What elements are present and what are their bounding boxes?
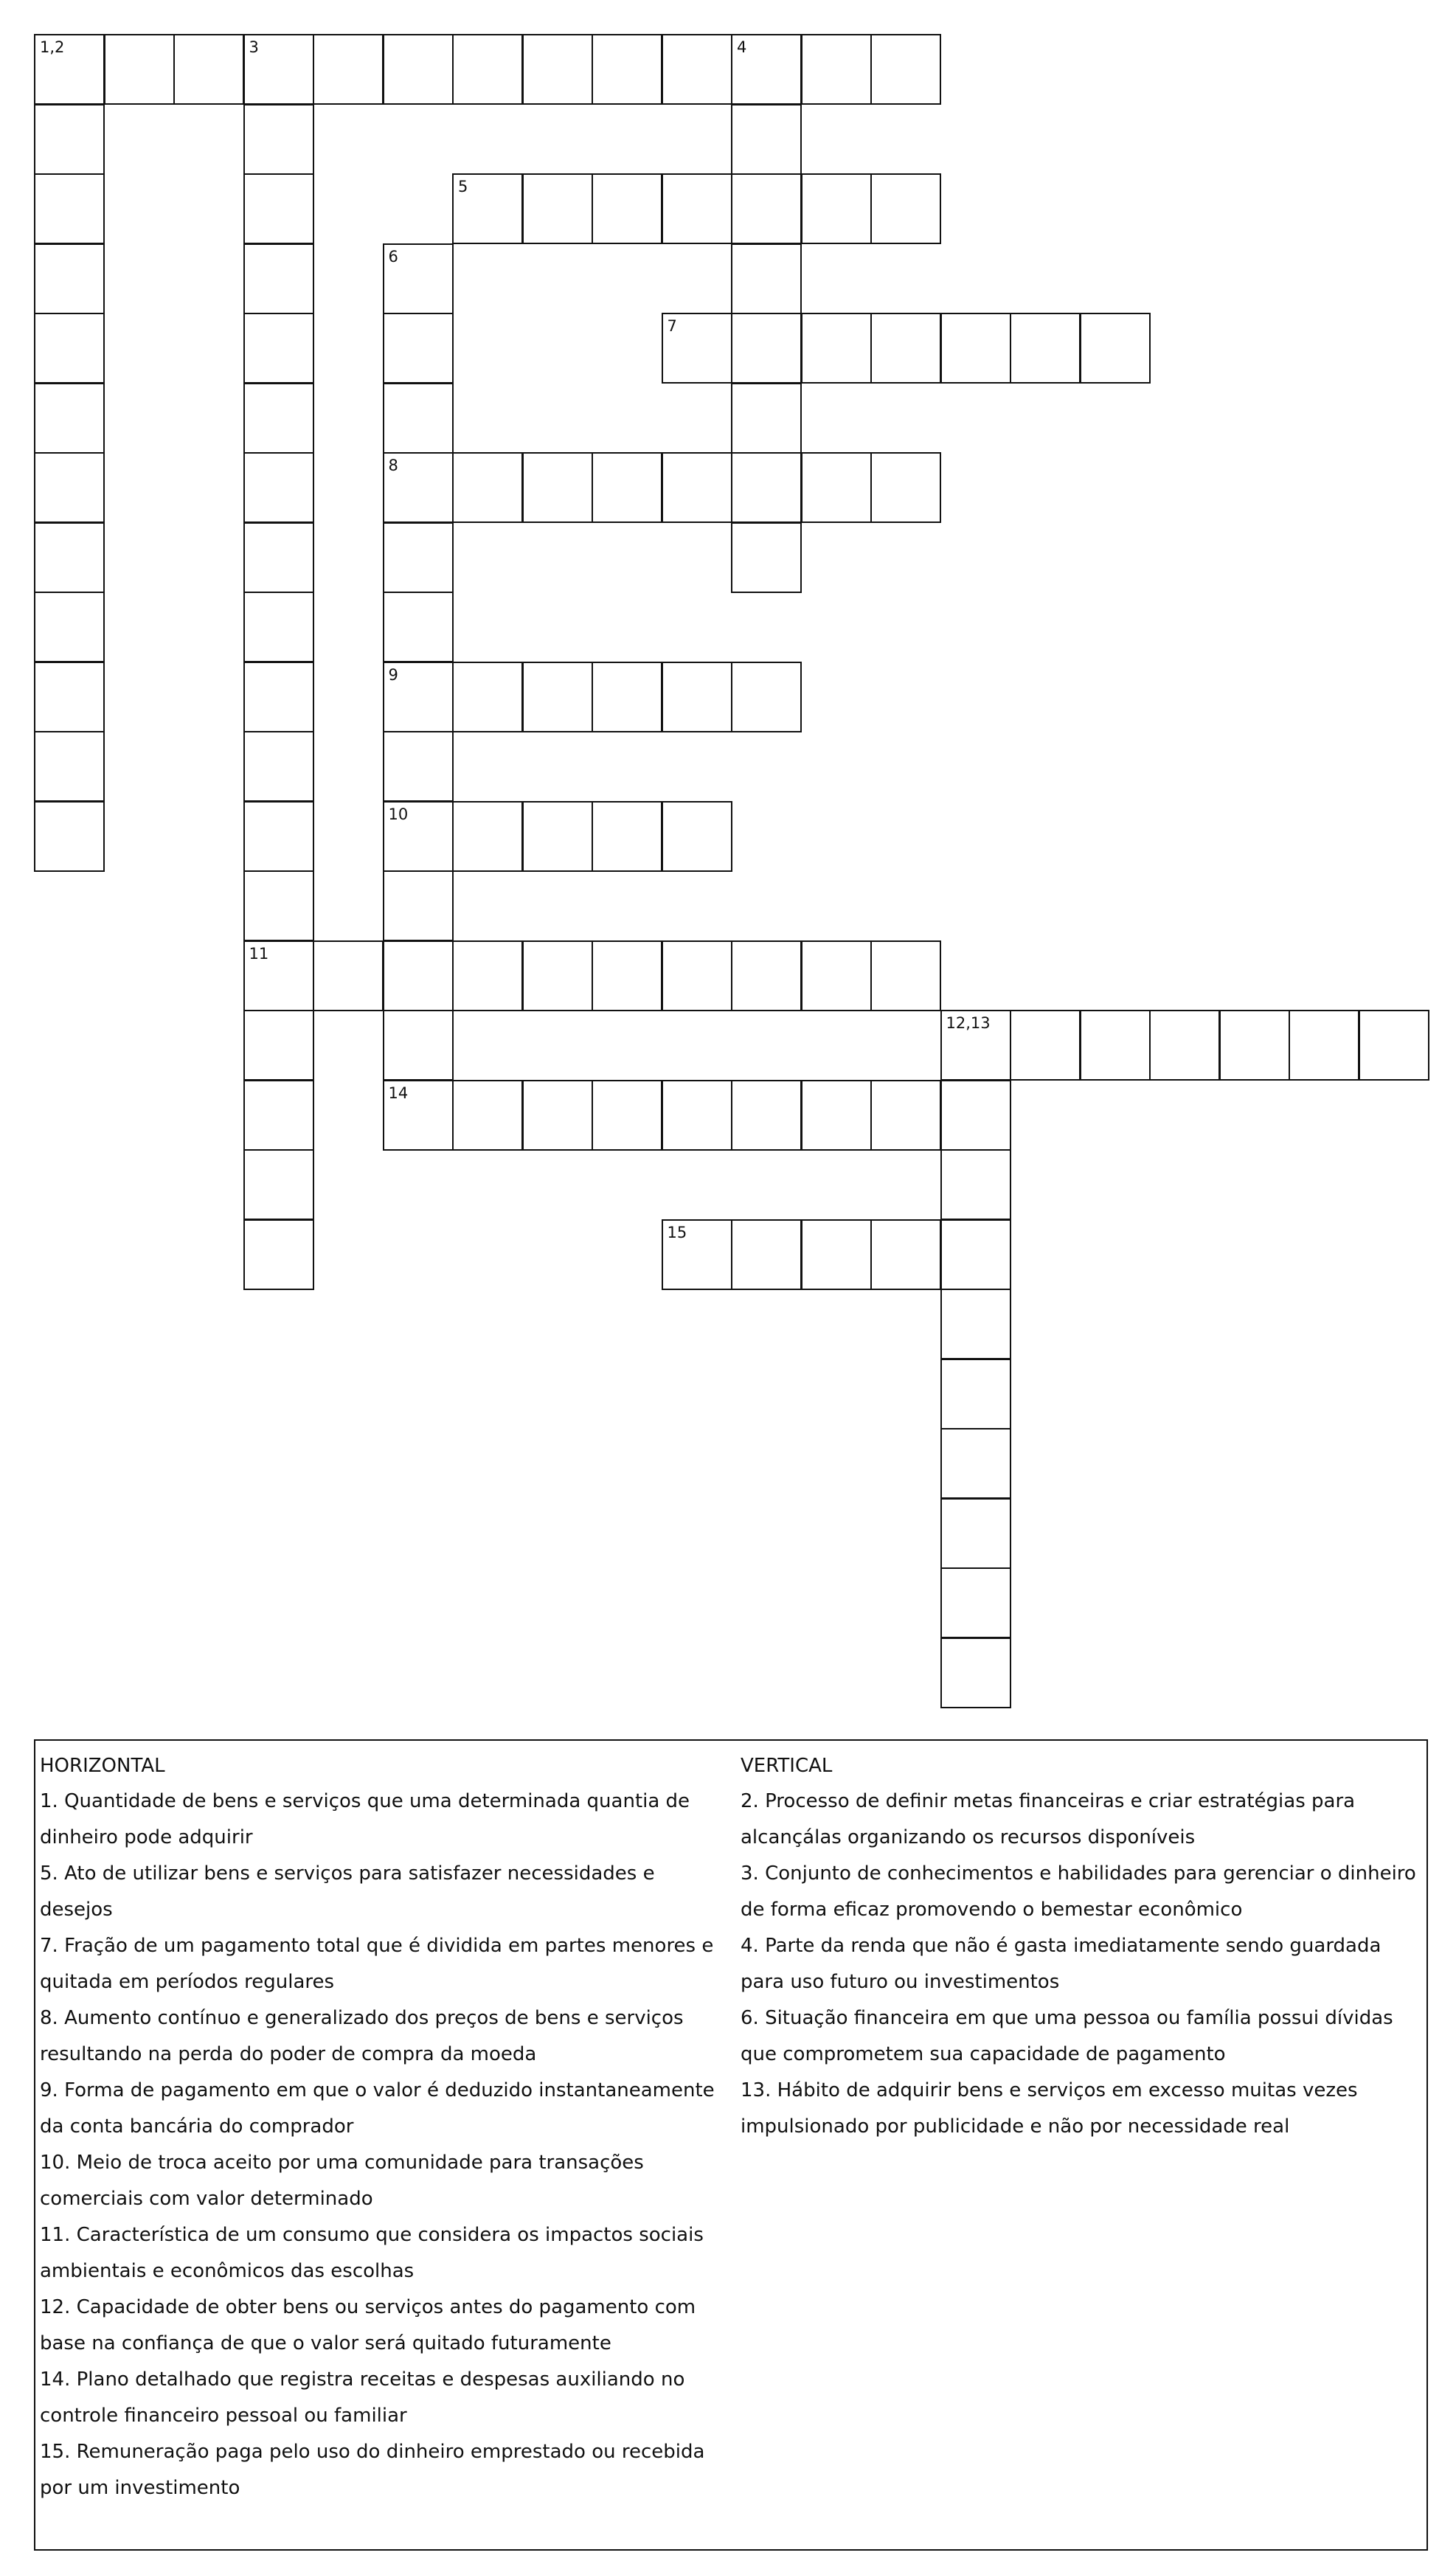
clue-h-15: 15. Remuneração paga pelo uso do dinheiro emprestado ou recebida por um investimento [40,2441,705,2499]
grid-cell[interactable] [940,1149,1011,1220]
grid-cell[interactable] [731,940,802,1011]
clue-h-5: 5. Ato de utilizar bens e serviços para satisfazer necessidades e desejos [40,1862,655,1921]
grid-cell[interactable] [243,243,314,314]
grid-cell[interactable] [173,34,244,105]
grid-cell[interactable] [452,1080,523,1151]
vertical-clues [741,1748,1419,2145]
grid-cell[interactable] [662,34,732,105]
grid-cell[interactable] [662,1080,732,1151]
grid-cell[interactable] [383,1010,454,1081]
grid-cell[interactable] [313,34,384,105]
clue-v-4: 4. Parte da renda que não é gasta imediatamente sendo guardada para uso futuro ou investimentos [741,1935,1382,1993]
grid-cell[interactable] [731,522,802,593]
clue-number: 7 [667,317,677,335]
grid-cell[interactable] [452,801,523,872]
grid-cell[interactable] [522,662,593,732]
grid-cell[interactable] [383,592,454,662]
grid-cell[interactable] [1010,1010,1081,1081]
clue-h-12: 12. Capacidade de obter bens ou serviços antes do pagamento com base na confiança de que o valor será quitado futuramente [40,2296,696,2354]
grid-cell[interactable] [34,104,105,175]
clue-h-10: 10. Meio de troca aceito por uma comunidade para transações comerciais com valor determinado [40,2152,644,2210]
clue-h-11: 11. Característica de um consumo que considera os impactos sociais ambientais e econômicos das escolhas [40,2224,704,2282]
grid-cell[interactable] [940,1637,1011,1708]
horizontal-heading: HORIZONTAL [40,1755,165,1777]
grid-cell[interactable] [592,940,662,1011]
clue-v-3: 3. Conjunto de conhecimentos e habilidades para gerenciar o dinheiro de forma eficaz promovendo o bemestar econômico [741,1862,1416,1921]
grid-cell[interactable] [243,870,314,941]
grid-cell[interactable] [522,1080,593,1151]
grid-cell[interactable] [383,870,454,941]
grid-cell[interactable] [731,243,802,314]
grid-cell[interactable] [452,452,523,523]
clues-panel [34,1739,1428,2551]
grid-cell[interactable] [662,940,732,1011]
grid-cell[interactable] [243,592,314,662]
grid-cell[interactable] [34,801,105,872]
grid-cell[interactable] [243,173,314,244]
grid-cell[interactable] [592,173,662,244]
grid-cell[interactable] [243,662,314,732]
grid-cell[interactable] [870,34,941,105]
grid-cell[interactable] [522,34,593,105]
clue-number: 9 [388,665,398,684]
horizontal-clues [40,1748,733,2506]
vertical-heading: VERTICAL [741,1755,833,1777]
grid-cell[interactable] [1289,1010,1359,1081]
grid-cell[interactable] [731,1219,802,1290]
grid-cell[interactable] [243,1219,314,1290]
clue-h-7: 7. Fração de um pagamento total que é dividida em partes menores e quitada em períodos regulares [40,1935,714,1993]
clue-number: 5 [458,178,468,195]
clue-h-8: 8. Aumento contínuo e generalizado dos preços de bens e serviços resultando na perda do poder de compra da moeda [40,2007,684,2065]
grid-cell[interactable] [940,1219,1011,1290]
clue-number: 6 [388,247,398,266]
grid-cell[interactable] [801,34,872,105]
grid-cell[interactable] [662,452,732,523]
clue-number: 8 [388,457,398,474]
grid-cell[interactable] [940,313,1011,384]
clue-number: 10 [388,805,409,823]
grid-cell[interactable] [383,313,454,384]
grid-cell[interactable] [452,662,523,732]
grid-cell[interactable] [34,243,105,314]
grid-cell[interactable] [940,1080,1011,1151]
grid-cell[interactable] [870,173,941,244]
grid-cell[interactable] [731,452,802,523]
grid-cell[interactable] [1080,1010,1151,1081]
grid-cell[interactable] [243,104,314,175]
grid-cell[interactable] [801,940,872,1011]
grid-cell[interactable] [592,801,662,872]
grid-cell[interactable] [801,452,872,523]
grid-cell[interactable] [34,173,105,244]
grid-cell[interactable] [801,313,872,384]
grid-cell[interactable] [522,452,593,523]
grid-cell[interactable] [243,1080,314,1151]
grid-cell[interactable] [801,1080,872,1151]
grid-cell[interactable] [34,662,105,732]
clue-number: 15 [667,1223,687,1241]
grid-cell[interactable] [592,452,662,523]
grid-cell[interactable] [522,801,593,872]
clue-v-2: 2. Processo de definir metas financeiras e criar estratégias para alcançálas organizando os recursos disponíveis [741,1790,1356,1848]
grid-cell[interactable] [662,173,732,244]
grid-cell[interactable] [801,173,872,244]
grid-cell[interactable] [940,1359,1011,1429]
grid-cell[interactable] [731,662,802,732]
clue-h-14: 14. Plano detalhado que registra receitas e despesas auxiliando no controle financeiro pessoal ou familiar [40,2368,685,2427]
grid-cell[interactable] [104,34,175,105]
grid-cell[interactable] [34,592,105,662]
grid-cell[interactable] [731,173,802,244]
grid-cell[interactable] [1010,313,1081,384]
clue-number: 3 [249,38,259,56]
grid-cell[interactable] [1219,1010,1290,1081]
grid-cell[interactable] [1149,1010,1220,1081]
grid-cell[interactable] [452,34,523,105]
clue-number: 1,2 [40,38,65,56]
grid-cell[interactable] [243,313,314,384]
grid-cell[interactable] [592,1080,662,1151]
grid-cell[interactable] [34,452,105,523]
grid-cell[interactable] [522,173,593,244]
grid-cell[interactable] [243,522,314,593]
clue-number: 4 [737,38,747,56]
grid-cell[interactable] [870,1219,941,1290]
grid-cell[interactable] [243,731,314,802]
grid-cell[interactable] [34,313,105,384]
grid-cell[interactable] [940,1428,1011,1499]
grid-cell[interactable] [731,104,802,175]
grid-cell[interactable] [662,801,732,872]
grid-cell[interactable] [731,313,802,384]
grid-cell[interactable] [1080,313,1151,384]
clue-number: 11 [249,944,269,963]
grid-cell[interactable] [34,731,105,802]
grid-cell[interactable] [662,662,732,732]
clue-number: 12,13 [946,1014,991,1032]
grid-cell[interactable] [383,731,454,802]
grid-cell[interactable] [870,940,941,1011]
grid-cell[interactable] [870,313,941,384]
grid-cell[interactable] [243,801,314,872]
clue-v-13: 13. Hábito de adquirir bens e serviços em excesso muitas vezes impulsionado por publicidade e não por necessidade real [741,2079,1358,2138]
grid-cell[interactable] [243,1010,314,1081]
grid-cell[interactable] [731,383,802,454]
clue-h-9: 9. Forma de pagamento em que o valor é deduzido instantaneamente da conta bancária do comprador [40,2079,715,2138]
grid-cell[interactable] [731,1080,802,1151]
clue-v-6: 6. Situação financeira em que uma pessoa ou família possui dívidas que comprometem sua capacidade de pagamento [741,2007,1393,2065]
grid-cell[interactable] [383,34,454,105]
grid-cell[interactable] [940,1567,1011,1638]
grid-cell[interactable] [801,1219,872,1290]
grid-cell[interactable] [1359,1010,1429,1081]
grid-cell[interactable] [522,940,593,1011]
clue-h-1: 1. Quantidade de bens e serviços que uma determinada quantia de dinheiro pode adquirir [40,1790,690,1848]
grid-cell[interactable] [34,383,105,454]
grid-cell[interactable] [592,34,662,105]
grid-cell[interactable] [870,452,941,523]
clue-number: 14 [388,1084,409,1102]
grid-cell[interactable] [940,1498,1011,1569]
grid-cell[interactable] [452,940,523,1011]
grid-cell[interactable] [383,383,454,454]
grid-cell[interactable] [383,940,454,1011]
grid-cell[interactable] [34,522,105,593]
grid-cell[interactable] [243,1149,314,1220]
grid-cell[interactable] [313,940,384,1011]
grid-cell[interactable] [592,662,662,732]
grid-cell[interactable] [243,452,314,523]
grid-cell[interactable] [870,1080,941,1151]
grid-cell[interactable] [243,383,314,454]
grid-cell[interactable] [383,522,454,593]
grid-cell[interactable] [940,1289,1011,1359]
